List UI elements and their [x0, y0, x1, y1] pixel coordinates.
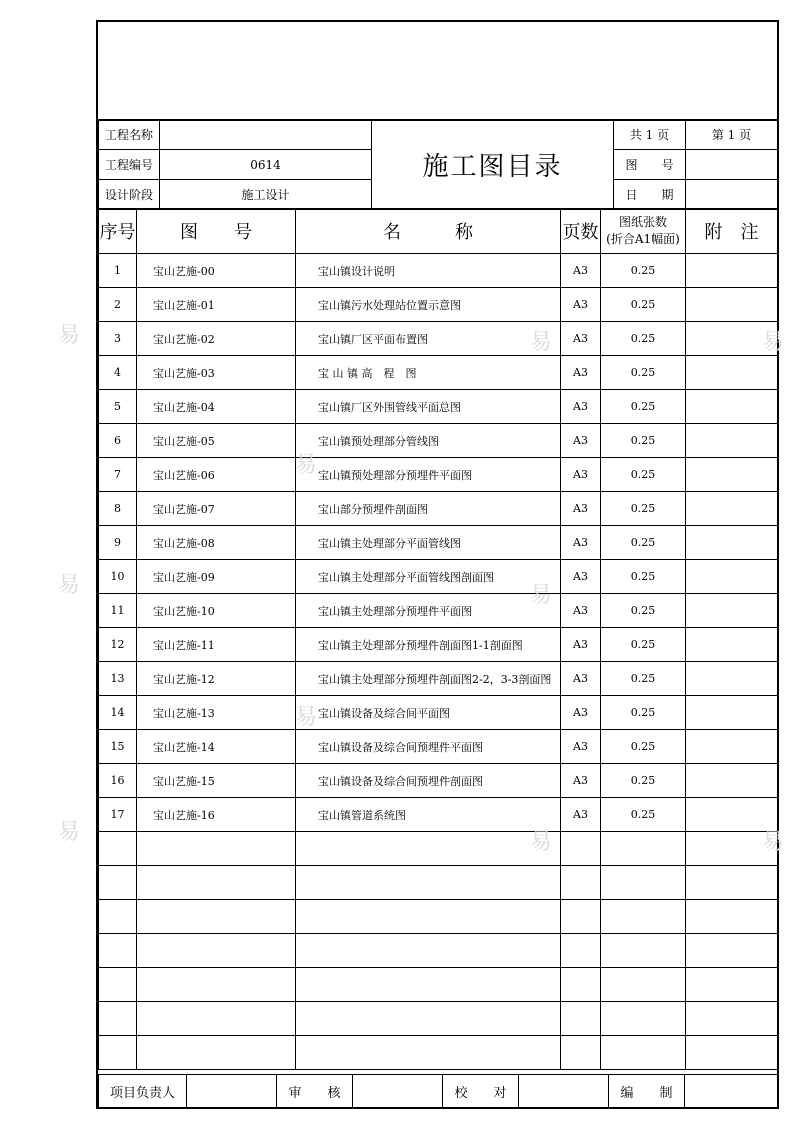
- cell-name: 宝山镇主处理部分平面管线图剖面图: [296, 560, 561, 594]
- cell-sheets: [601, 900, 686, 934]
- table-row: [99, 798, 778, 832]
- cell-seq: [99, 968, 137, 1002]
- cell-name: 宝山镇预处理部分管线图: [296, 424, 561, 458]
- cell-seq: 9: [99, 526, 137, 560]
- leader-label: 项目负责人: [99, 1075, 187, 1109]
- cell-page-size: [561, 1036, 601, 1070]
- cell-page-size: A3: [561, 662, 601, 696]
- cell-seq: 7: [99, 458, 137, 492]
- cell-sheets: [601, 1036, 686, 1070]
- cell-seq: 5: [99, 390, 137, 424]
- review-value: [353, 1075, 443, 1109]
- cell-remarks: [686, 866, 778, 900]
- page-number: 第 1 页: [686, 120, 778, 150]
- cell-name: 宝山镇污水处理站位置示意图: [296, 288, 561, 322]
- cell-name: [296, 1002, 561, 1036]
- header-sheets-line2: (折合A1幅面): [606, 232, 680, 246]
- cell-remarks: [686, 390, 778, 424]
- cell-seq: 16: [99, 764, 137, 798]
- cell-drawing-no: 宝山艺施-13: [137, 696, 296, 730]
- drawing-list-table: [98, 208, 778, 1070]
- table-row: [99, 390, 778, 424]
- cell-remarks: [686, 526, 778, 560]
- leader-value: [187, 1075, 277, 1109]
- cell-remarks: [686, 968, 778, 1002]
- cell-remarks: [686, 1002, 778, 1036]
- cell-seq: [99, 934, 137, 968]
- cell-seq: 12: [99, 628, 137, 662]
- cell-seq: 15: [99, 730, 137, 764]
- cell-remarks: [686, 662, 778, 696]
- cell-seq: 1: [99, 254, 137, 288]
- cell-page-size: A3: [561, 356, 601, 390]
- cell-name: 宝山镇设备及综合间预埋件平面图: [296, 730, 561, 764]
- table-row: [99, 764, 778, 798]
- cell-page-size: A3: [561, 730, 601, 764]
- project-no-value: 0614: [160, 150, 372, 180]
- cell-page-size: A3: [561, 390, 601, 424]
- cell-drawing-no: 宝山艺施-07: [137, 492, 296, 526]
- header-name: 名 称: [296, 209, 561, 254]
- cell-drawing-no: 宝山艺施-06: [137, 458, 296, 492]
- cell-page-size: A3: [561, 254, 601, 288]
- table-row: [99, 356, 778, 390]
- signature-row: [98, 1074, 778, 1109]
- cell-page-size: A3: [561, 288, 601, 322]
- cell-sheets: [601, 866, 686, 900]
- cell-remarks: [686, 254, 778, 288]
- cell-seq: 4: [99, 356, 137, 390]
- watermark-glyph: 易: [58, 323, 81, 348]
- cell-seq: [99, 1036, 137, 1070]
- cell-remarks: [686, 322, 778, 356]
- table-row: [99, 594, 778, 628]
- check-value: [519, 1075, 609, 1109]
- watermark-glyph: 易: [58, 820, 81, 845]
- table-row: [99, 628, 778, 662]
- cell-drawing-no: 宝山艺施-11: [137, 628, 296, 662]
- cell-page-size: [561, 900, 601, 934]
- cell-page-size: A3: [561, 594, 601, 628]
- table-row: [99, 458, 778, 492]
- table-row: [99, 492, 778, 526]
- watermark-glyph: 易: [295, 453, 318, 478]
- table-row: [99, 424, 778, 458]
- cell-seq: 2: [99, 288, 137, 322]
- cell-page-size: A3: [561, 322, 601, 356]
- cell-name: [296, 968, 561, 1002]
- cell-remarks: [686, 288, 778, 322]
- cell-remarks: [686, 900, 778, 934]
- cell-seq: 6: [99, 424, 137, 458]
- header-page-size: 页数: [561, 209, 601, 254]
- cell-drawing-no: [137, 1036, 296, 1070]
- cell-drawing-no: 宝山艺施-03: [137, 356, 296, 390]
- table-body: [99, 254, 778, 1070]
- cell-page-size: A3: [561, 764, 601, 798]
- cell-name: 宝山镇主处理部分预埋件剖面图2-2，3-3剖面图: [296, 662, 561, 696]
- table-row: [99, 730, 778, 764]
- cell-sheets: 0.25: [601, 628, 686, 662]
- cell-seq: 3: [99, 322, 137, 356]
- cell-remarks: [686, 934, 778, 968]
- cell-drawing-no: 宝山艺施-09: [137, 560, 296, 594]
- header-sheets-line1: 图纸张数: [618, 215, 667, 229]
- review-label: 审 核: [277, 1075, 353, 1109]
- cell-seq: 13: [99, 662, 137, 696]
- cell-sheets: [601, 1002, 686, 1036]
- cell-seq: 10: [99, 560, 137, 594]
- cell-sheets: 0.25: [601, 424, 686, 458]
- check-label: 校 对: [443, 1075, 519, 1109]
- design-stage-value: 施工设计: [160, 180, 372, 210]
- cell-sheets: [601, 934, 686, 968]
- cell-name: 宝山镇厂区外围管线平面总图: [296, 390, 561, 424]
- cell-sheets: 0.25: [601, 594, 686, 628]
- header-sheets: [601, 209, 686, 254]
- cell-remarks: [686, 696, 778, 730]
- cell-sheets: 0.25: [601, 526, 686, 560]
- cell-page-size: A3: [561, 628, 601, 662]
- cell-remarks: [686, 764, 778, 798]
- cell-sheets: 0.25: [601, 662, 686, 696]
- cell-drawing-no: 宝山艺施-14: [137, 730, 296, 764]
- header-remarks: 附 注: [686, 209, 778, 254]
- cell-sheets: 0.25: [601, 560, 686, 594]
- cell-drawing-no: 宝山艺施-16: [137, 798, 296, 832]
- cell-sheets: [601, 968, 686, 1002]
- cell-page-size: [561, 968, 601, 1002]
- table-row: [99, 968, 778, 1002]
- cell-seq: 8: [99, 492, 137, 526]
- cell-page-size: A3: [561, 526, 601, 560]
- table-row: [99, 696, 778, 730]
- cell-remarks: [686, 1036, 778, 1070]
- cell-seq: [99, 832, 137, 866]
- table-row: [99, 662, 778, 696]
- watermark-glyph: 易: [530, 830, 553, 855]
- cell-drawing-no: 宝山艺施-05: [137, 424, 296, 458]
- watermark-glyph: 易: [58, 573, 81, 598]
- cell-remarks: [686, 492, 778, 526]
- project-no-label: 工程编号: [99, 150, 160, 180]
- cell-drawing-no: 宝山艺施-02: [137, 322, 296, 356]
- info-block: [98, 119, 778, 210]
- cell-remarks: [686, 798, 778, 832]
- header-drawing-no: 图 号: [137, 209, 296, 254]
- page-title: 施工图目录: [372, 120, 614, 210]
- table-row: [99, 1002, 778, 1036]
- drawing-no-label: 图 号: [614, 150, 686, 180]
- cell-name: [296, 866, 561, 900]
- cell-remarks: [686, 560, 778, 594]
- cell-name: 宝山镇设备及综合间预埋件剖面图: [296, 764, 561, 798]
- table-row: [99, 900, 778, 934]
- cell-page-size: A3: [561, 798, 601, 832]
- project-name-label: 工程名称: [99, 120, 160, 150]
- cell-drawing-no: [137, 934, 296, 968]
- cell-sheets: 0.25: [601, 254, 686, 288]
- watermark-glyph: 易: [762, 330, 785, 355]
- cell-drawing-no: [137, 832, 296, 866]
- table-row: [99, 288, 778, 322]
- table-row: [99, 322, 778, 356]
- cell-name: 宝山镇主处理部分预埋件平面图: [296, 594, 561, 628]
- cell-drawing-no: [137, 1002, 296, 1036]
- cell-name: 宝山镇设计说明: [296, 254, 561, 288]
- cell-sheets: [601, 832, 686, 866]
- cell-page-size: [561, 832, 601, 866]
- cell-drawing-no: 宝山艺施-12: [137, 662, 296, 696]
- drawing-frame: [96, 20, 779, 1109]
- cell-name: [296, 900, 561, 934]
- cell-seq: [99, 900, 137, 934]
- cell-drawing-no: [137, 968, 296, 1002]
- title-blank-area: [98, 22, 777, 121]
- cell-page-size: A3: [561, 696, 601, 730]
- cell-name: 宝山镇主处理部分平面管线图: [296, 526, 561, 560]
- cell-sheets: 0.25: [601, 798, 686, 832]
- compile-value: [685, 1075, 778, 1109]
- cell-name: [296, 934, 561, 968]
- watermark-glyph: 易: [530, 330, 553, 355]
- cell-drawing-no: 宝山艺施-10: [137, 594, 296, 628]
- design-stage-label: 设计阶段: [99, 180, 160, 210]
- cell-sheets: 0.25: [601, 322, 686, 356]
- table-row: [99, 866, 778, 900]
- cell-drawing-no: 宝山艺施-01: [137, 288, 296, 322]
- cell-sheets: 0.25: [601, 458, 686, 492]
- cell-remarks: [686, 594, 778, 628]
- cell-remarks: [686, 458, 778, 492]
- cell-drawing-no: [137, 900, 296, 934]
- watermark-glyph: 易: [295, 705, 318, 730]
- cell-sheets: 0.25: [601, 390, 686, 424]
- cell-name: 宝山镇主处理部分预埋件剖面图1-1剖面图: [296, 628, 561, 662]
- cell-remarks: [686, 730, 778, 764]
- watermark-glyph: 易: [530, 583, 553, 608]
- cell-page-size: A3: [561, 560, 601, 594]
- table-row: [99, 934, 778, 968]
- table-row: [99, 254, 778, 288]
- cell-page-size: A3: [561, 424, 601, 458]
- cell-page-size: [561, 934, 601, 968]
- cell-drawing-no: [137, 866, 296, 900]
- cell-name: 宝山镇厂区平面布置图: [296, 322, 561, 356]
- cell-seq: 17: [99, 798, 137, 832]
- cell-seq: [99, 866, 137, 900]
- cell-remarks: [686, 628, 778, 662]
- total-pages: 共 1 页: [614, 120, 686, 150]
- cell-page-size: [561, 866, 601, 900]
- cell-sheets: 0.25: [601, 492, 686, 526]
- cell-page-size: A3: [561, 458, 601, 492]
- header-seq: 序号: [99, 209, 137, 254]
- cell-drawing-no: 宝山艺施-04: [137, 390, 296, 424]
- cell-page-size: A3: [561, 492, 601, 526]
- date-label: 日 期: [614, 180, 686, 210]
- cell-seq: [99, 1002, 137, 1036]
- cell-drawing-no: 宝山艺施-08: [137, 526, 296, 560]
- cell-seq: 14: [99, 696, 137, 730]
- cell-sheets: 0.25: [601, 730, 686, 764]
- date-value: [686, 180, 778, 210]
- cell-page-size: [561, 1002, 601, 1036]
- cell-name: 宝山镇设备及综合间平面图: [296, 696, 561, 730]
- cell-sheets: 0.25: [601, 764, 686, 798]
- table-row: [99, 832, 778, 866]
- cell-remarks: [686, 424, 778, 458]
- cell-name: [296, 1036, 561, 1070]
- cell-name: 宝山镇管道系统图: [296, 798, 561, 832]
- cell-name: 宝 山 镇 高 程 图: [296, 356, 561, 390]
- cell-name: [296, 832, 561, 866]
- cell-remarks: [686, 356, 778, 390]
- cell-remarks: [686, 832, 778, 866]
- table-row: [99, 526, 778, 560]
- cell-name: 宝山部分预埋件剖面图: [296, 492, 561, 526]
- table-row: [99, 560, 778, 594]
- project-name-value: [160, 120, 372, 150]
- watermark-glyph: 易: [762, 830, 785, 855]
- cell-sheets: 0.25: [601, 696, 686, 730]
- cell-drawing-no: 宝山艺施-15: [137, 764, 296, 798]
- cell-seq: 11: [99, 594, 137, 628]
- cell-sheets: 0.25: [601, 288, 686, 322]
- drawing-no-value: [686, 150, 778, 180]
- cell-name: 宝山镇预处理部分预埋件平面图: [296, 458, 561, 492]
- table-row: [99, 1036, 778, 1070]
- compile-label: 编 制: [609, 1075, 685, 1109]
- cell-drawing-no: 宝山艺施-00: [137, 254, 296, 288]
- cell-sheets: 0.25: [601, 356, 686, 390]
